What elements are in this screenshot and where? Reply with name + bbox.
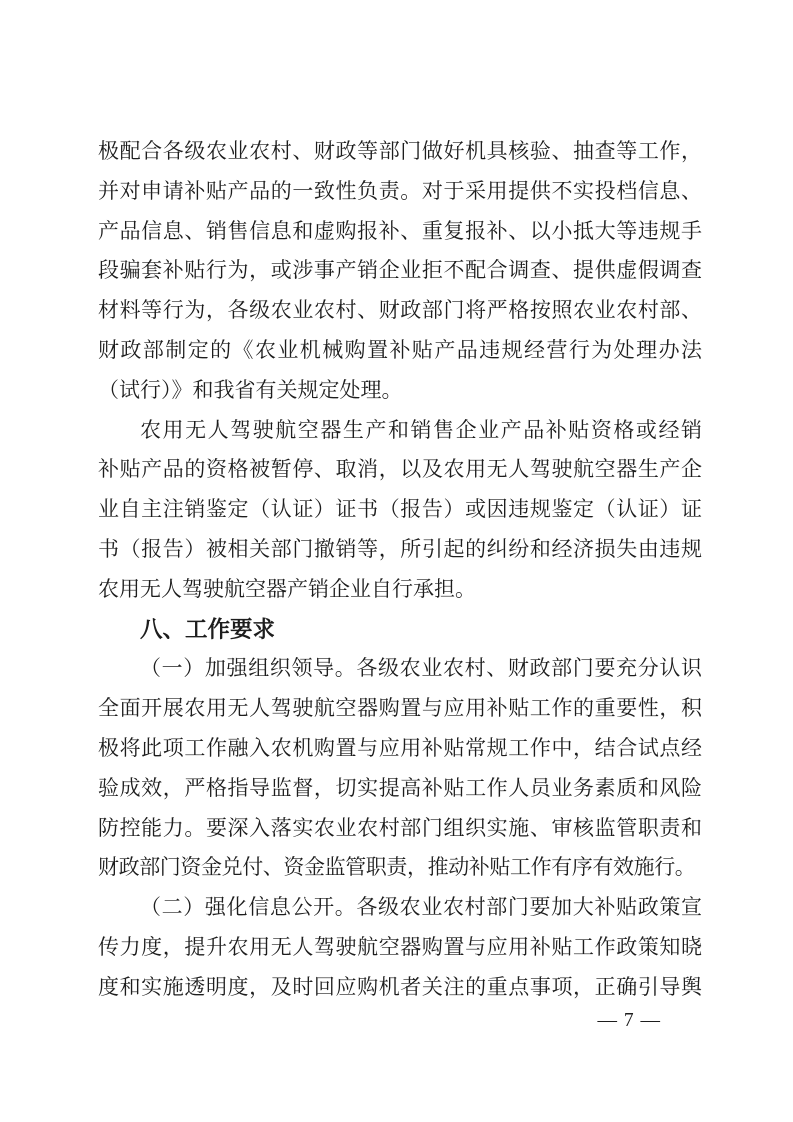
text-line: 极将此项工作融入农机购置与应用补贴常规工作中，结合试点经 (98, 735, 702, 760)
page-number: — 7 — (597, 1010, 661, 1031)
text-line: 全面开展农用无人驾驶航空器购置与应用补贴工作的重要性，积 (98, 696, 702, 721)
document-text-block (98, 132, 702, 1008)
text-line: 并对申请补贴产品的一致性负责。对于采用提供不实投档信息、 (98, 178, 702, 203)
text-line: 材料等行为，各级农业农村、财政部门将严格按照农业农村部、 (98, 298, 702, 323)
text-line: （二）强化信息公开。各级农业农村部门要加大补贴政策宣 (140, 895, 702, 920)
text-line: 极配合各级农业农村、财政等部门做好机具核验、抽查等工作， (98, 139, 702, 163)
text-line: 度和实施透明度，及时回应购机者关注的重点事项，正确引导舆 (98, 974, 702, 999)
text-line: 财政部门资金兑付、资金监管职责，推动补贴工作有序有效施行。 (98, 855, 696, 880)
text-line: 财政部制定的《农业机械购置补贴产品违规经营行为处理办法 (98, 337, 702, 362)
text-line: （一）加强组织领导。各级农业农村、财政部门要充分认识 (140, 656, 702, 681)
text-line: 产品信息、销售信息和虚购报补、重复报补、以小抵大等违规手 (98, 218, 702, 243)
text-line: 补贴产品的资格被暂停、取消，以及农用无人驾驶航空器生产企 (98, 457, 702, 482)
section-heading: 八、工作要求 (140, 616, 276, 642)
text-line: （试行）》和我省有关规定处理。 (98, 377, 403, 402)
text-line: 验成效，严格指导监督，切实提高补贴工作人员业务素质和风险 (98, 775, 702, 800)
text-line: 段骗套补贴行为，或涉事产销企业拒不配合调查、提供虚假调查 (98, 258, 702, 283)
text-line: 防控能力。要深入落实农业农村部门组织实施、审核监管职责和 (98, 815, 702, 840)
text-line: 农用无人驾驶航空器产销企业自行承担。 (98, 576, 476, 601)
text-line: 书（报告）被相关部门撤销等，所引起的纠纷和经济损失由违规 (98, 536, 702, 561)
text-line: 业自主注销鉴定（认证）证书（报告）或因违规鉴定（认证）证 (98, 497, 702, 522)
text-line: 农用无人驾驶航空器生产和销售企业产品补贴资格或经销 (140, 417, 702, 442)
text-line: 传力度，提升农用无人驾驶航空器购置与应用补贴工作政策知晓 (98, 934, 702, 959)
